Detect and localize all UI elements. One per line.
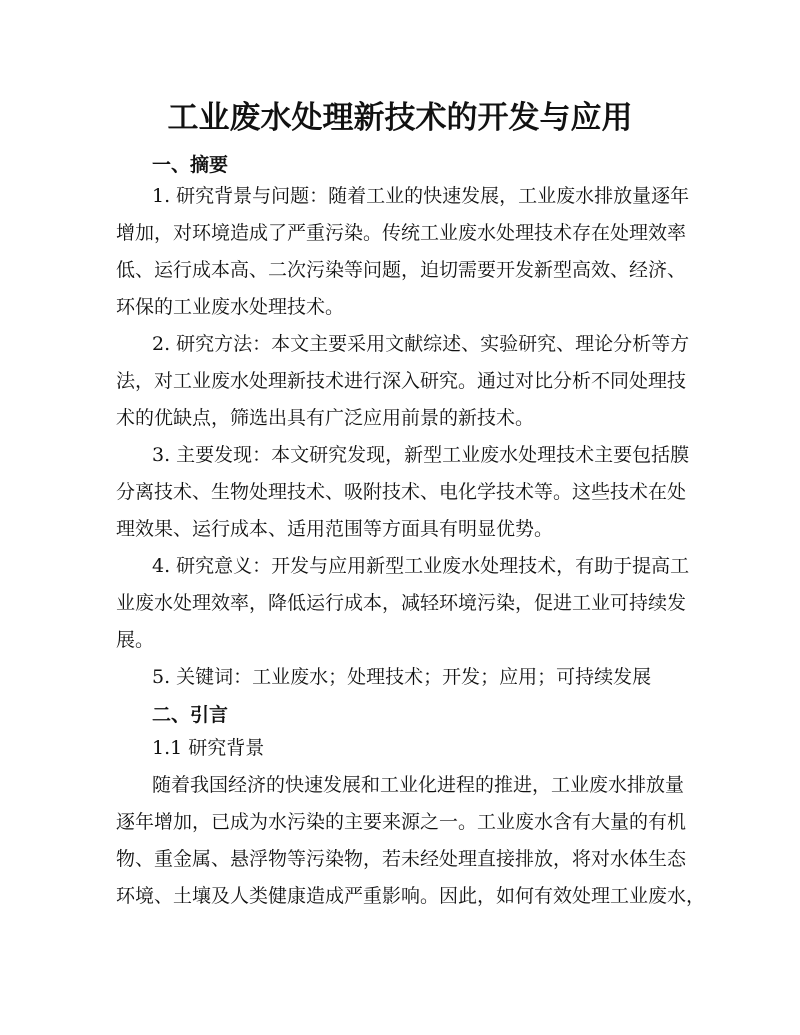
section-heading-intro: 二、引言 (152, 704, 229, 726)
paragraph-line: 4. 研究意义：开发与应用新型工业废水处理技术，有助于提高工 (152, 555, 690, 577)
paragraph-line: 分离技术、生物处理技术、吸附技术、电化学技术等。这些技术在处 (116, 481, 687, 503)
paragraph-line: 增加，对环境造成了严重污染。传统工业废水处理技术存在处理效率 (116, 222, 687, 244)
subsection-heading: 1.1 研究背景 (152, 737, 265, 759)
paragraph-line: 展。 (116, 629, 155, 651)
paragraph-line: 3. 主要发现：本文研究发现，新型工业废水处理技术主要包括膜 (152, 444, 690, 466)
paragraph-line: 术的优缺点，筛选出具有广泛应用前景的新技术。 (116, 407, 535, 429)
paragraph-line: 理效果、运行成本、适用范围等方面具有明显优势。 (116, 518, 554, 540)
paragraph-line: 法，对工业废水处理新技术进行深入研究。通过对比分析不同处理技 (116, 370, 687, 392)
paragraph-line: 逐年增加，已成为水污染的主要来源之一。工业废水含有大量的有机 (116, 811, 687, 833)
paragraph-line: 物、重金属、悬浮物等污染物，若未经处理直接排放，将对水体生态 (116, 848, 687, 870)
paragraph-line: 5. 关键词：工业废水；处理技术；开发；应用；可持续发展 (152, 666, 652, 688)
page-title: 工业废水处理新技术的开发与应用 (167, 100, 633, 136)
paragraph-line: 随着我国经济的快速发展和工业化进程的推进，工业废水排放量 (152, 774, 685, 796)
paragraph-line: 环保的工业废水处理技术。 (116, 296, 345, 318)
paragraph-line: 低、运行成本高、二次污染等问题，迫切需要开发新型高效、经济、 (116, 259, 687, 281)
section-heading-abstract: 一、摘要 (152, 154, 229, 176)
paragraph-line: 1. 研究背景与问题：随着工业的快速发展，工业废水排放量逐年 (152, 185, 690, 207)
paragraph-line: 2. 研究方法：本文主要采用文献综述、实验研究、理论分析等方 (152, 333, 690, 355)
paragraph-line: 业废水处理效率，降低运行成本，减轻环境污染，促进工业可持续发 (116, 592, 687, 614)
paragraph-line: 环境、土壤及人类健康造成严重影响。因此，如何有效处理工业废水， (116, 885, 706, 907)
